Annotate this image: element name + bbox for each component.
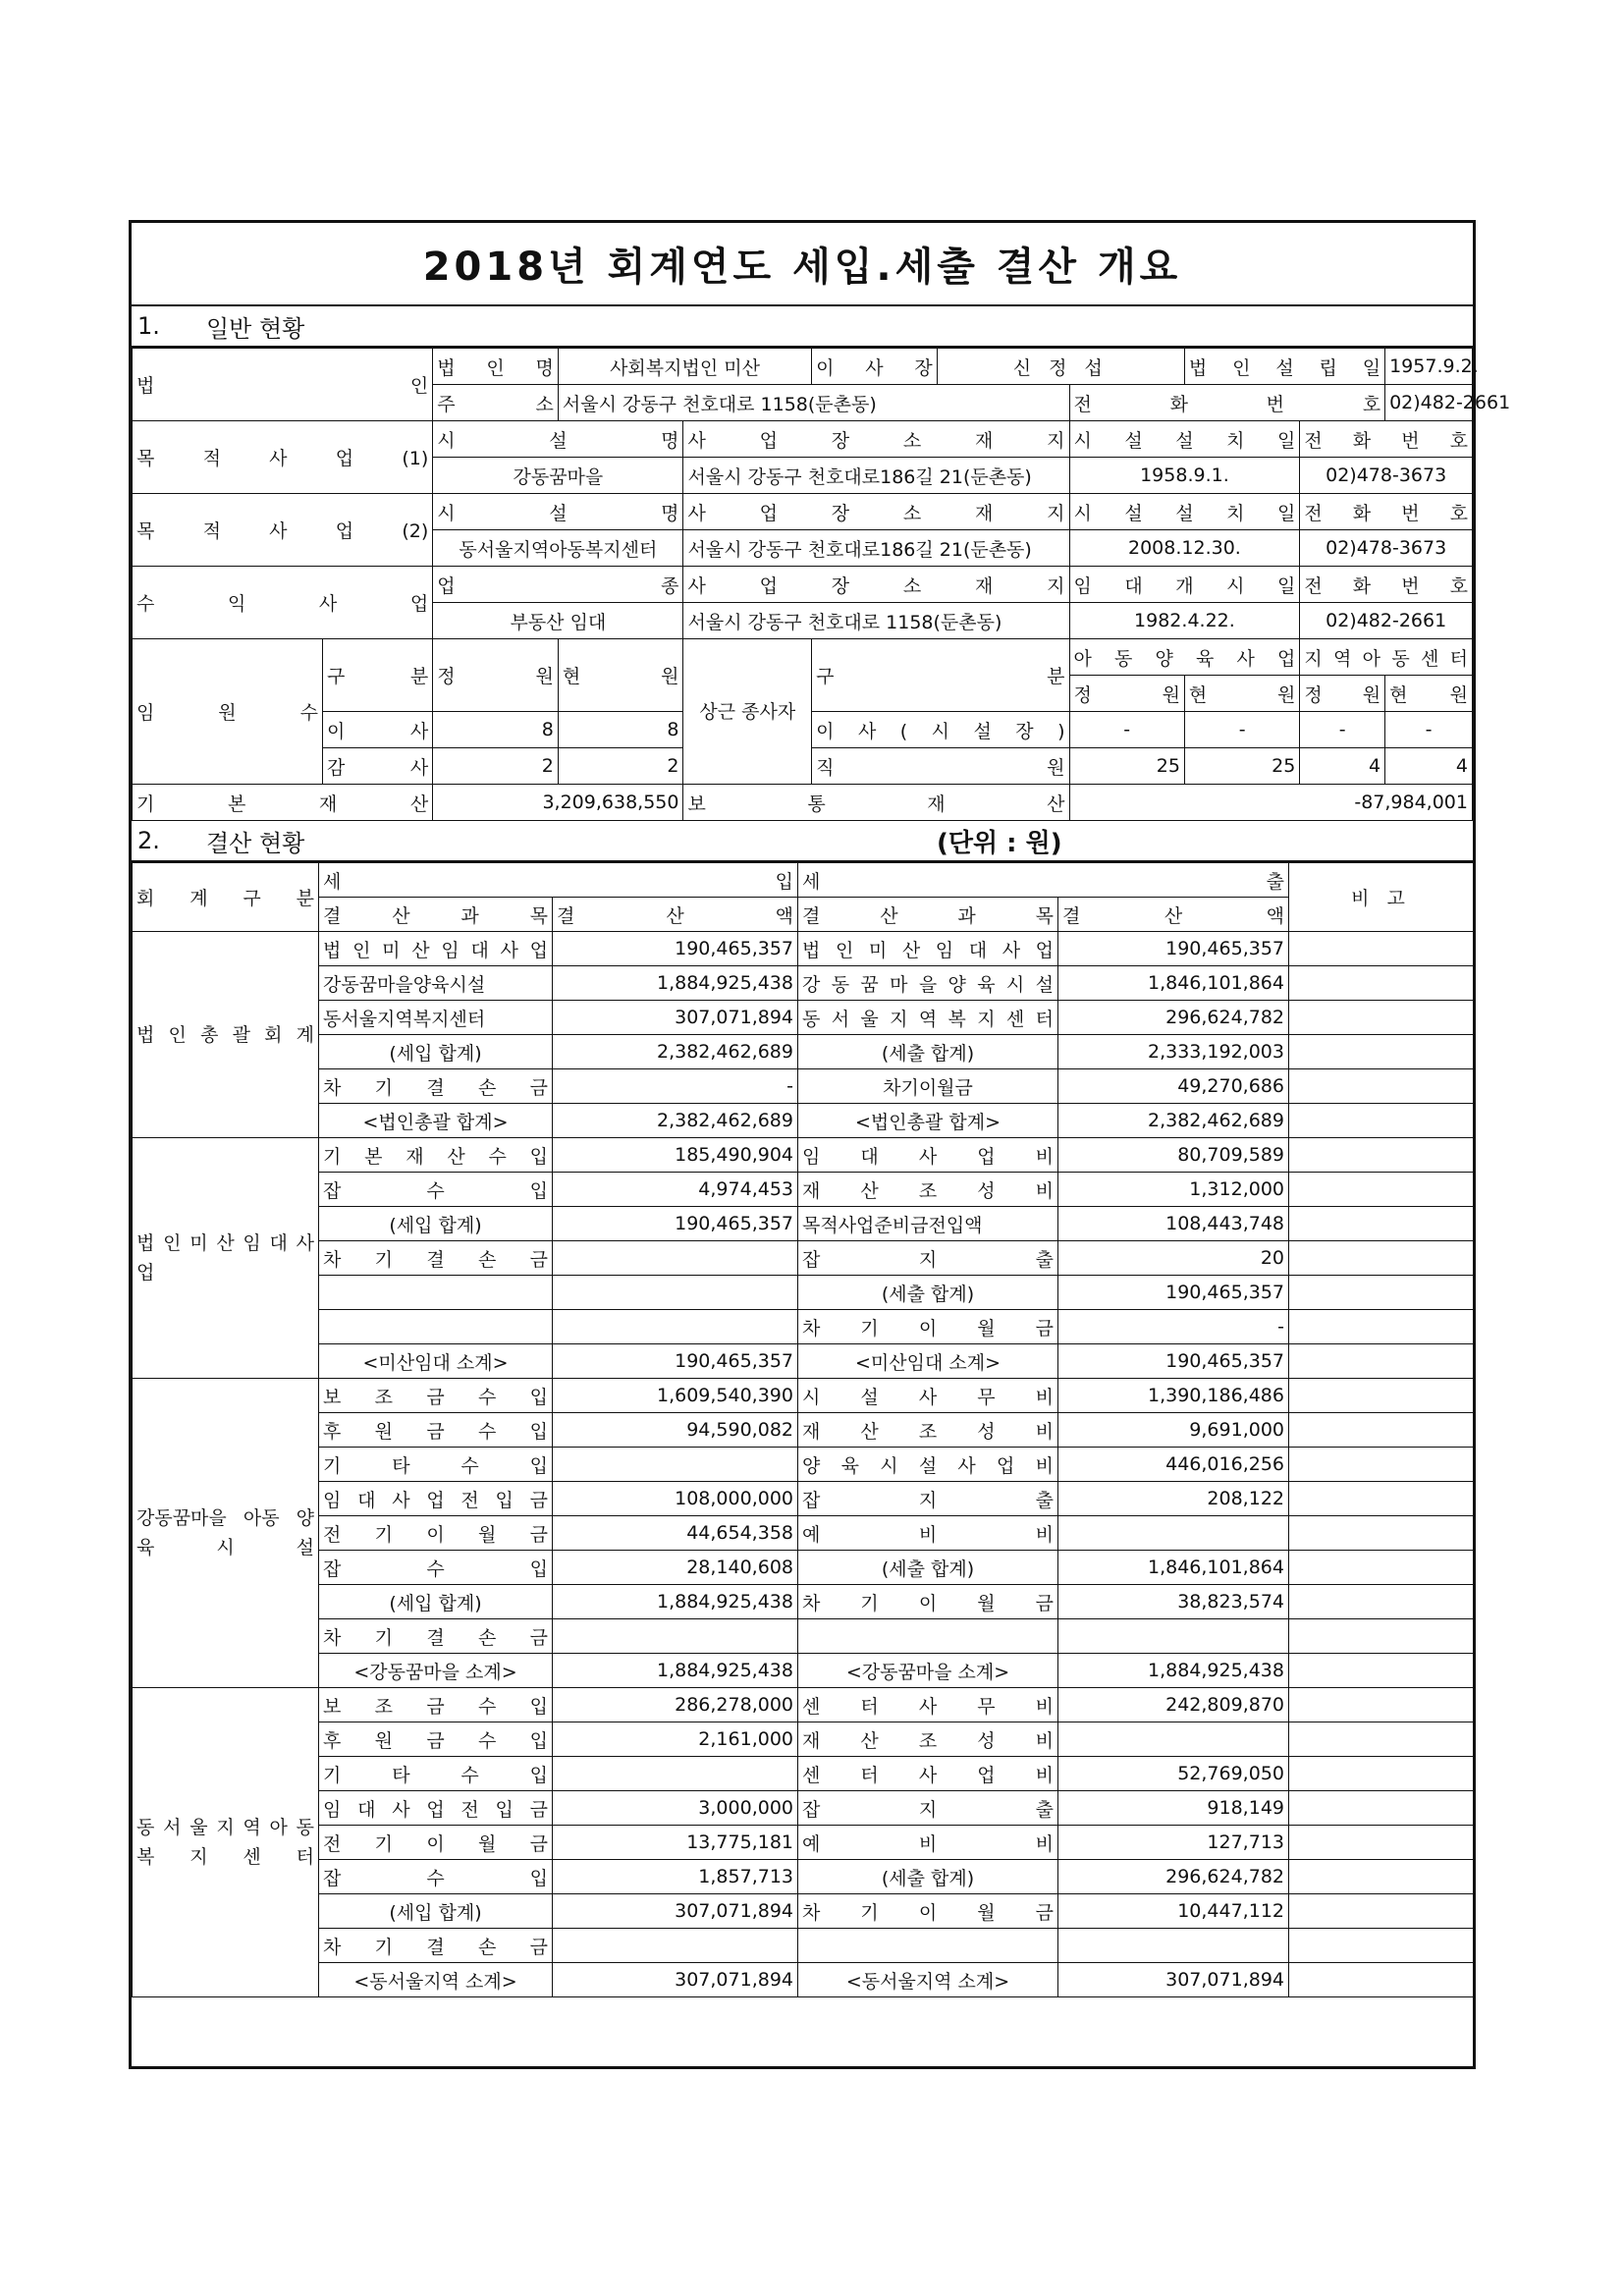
purpose1-label: 목 적 사 업 (1)	[133, 421, 433, 494]
fac1-emp-quota: 25	[1069, 748, 1184, 785]
revenue-amount: 94,590,082	[553, 1413, 798, 1448]
revenue-item: 기 본 재 산 수 입	[319, 1138, 553, 1173]
revenue-amount: 1,609,540,390	[553, 1379, 798, 1413]
fac2-quota-head: 정 원	[1300, 676, 1385, 712]
expenditure-item: 재 산 조 성 비	[798, 1173, 1058, 1207]
purpose2-h4: 전 화 번 호	[1300, 494, 1473, 530]
expenditure-amount: 1,312,000	[1058, 1173, 1289, 1207]
fac2-head: 지 역 아 동 센 터	[1300, 639, 1473, 676]
revenue-item: (세입 합계)	[319, 1894, 553, 1929]
revenue-amount: 2,382,462,689	[553, 1104, 798, 1138]
note-cell	[1289, 1551, 1474, 1585]
note-cell	[1289, 1619, 1474, 1654]
est-label: 법 인 설 립 일	[1184, 349, 1384, 385]
table-row	[133, 966, 1474, 1001]
staff-label: 임 원 수	[133, 639, 323, 785]
revenue-head: 세 입	[319, 863, 798, 898]
revenue-item: 기 타 수 입	[319, 1448, 553, 1482]
table-row	[133, 1894, 1474, 1929]
expenditure-amount: 307,071,894	[1058, 1963, 1289, 1997]
revenue-item: <동서울지역 소계>	[319, 1963, 553, 1997]
table-row	[133, 1551, 1474, 1585]
revenue-amount: 307,071,894	[553, 1001, 798, 1035]
note-cell	[1289, 1344, 1474, 1379]
note-cell	[1289, 1963, 1474, 1997]
note-cell	[1289, 1035, 1474, 1069]
expenditure-amount: 38,823,574	[1058, 1585, 1289, 1619]
note-cell	[1289, 1482, 1474, 1516]
note-cell	[1289, 1207, 1474, 1241]
revenue-amount	[553, 1276, 798, 1310]
expenditure-amount: 10,447,112	[1058, 1894, 1289, 1929]
section-label: 결산 현황	[206, 829, 305, 857]
revenue-amount: -	[553, 1069, 798, 1104]
expenditure-amount: 296,624,782	[1058, 1001, 1289, 1035]
normal-assets-value: -87,984,001	[1069, 785, 1472, 821]
expenditure-amount: 20	[1058, 1241, 1289, 1276]
note-cell	[1289, 1069, 1474, 1104]
table-row	[133, 1826, 1474, 1860]
chair-label: 이 사 장	[812, 349, 938, 385]
note-cell	[1289, 1516, 1474, 1551]
revenue-item: (세입 합계)	[319, 1035, 553, 1069]
table-row	[133, 1276, 1474, 1310]
expenditure-amount: 190,465,357	[1058, 1276, 1289, 1310]
note-cell	[1289, 1757, 1474, 1791]
revenue-item: 차 기 결 손 금	[319, 1069, 553, 1104]
expenditure-item: 법 인 미 산 임 대 사 업	[798, 932, 1058, 966]
expenditure-amount: 49,270,686	[1058, 1069, 1289, 1104]
chair-name: 신 정 섭	[937, 349, 1184, 385]
expenditure-amount: 446,016,256	[1058, 1448, 1289, 1482]
auditor-current: 2	[558, 748, 683, 785]
normal-assets-label: 보 통 재 산	[683, 785, 1069, 821]
rev-amount-head: 결 산 액	[553, 898, 798, 932]
profit-tel: 02)482-2661	[1300, 603, 1473, 639]
fac2-emp-quota: 4	[1300, 748, 1385, 785]
revenue-amount: 1,884,925,438	[553, 1585, 798, 1619]
revenue-amount	[553, 1757, 798, 1791]
table-row	[133, 1963, 1474, 1997]
fac2-head-quota: -	[1300, 712, 1385, 748]
expenditure-item: (세출 합계)	[798, 1551, 1058, 1585]
settlement-document	[129, 220, 1511, 2069]
expenditure-item	[798, 1929, 1058, 1963]
purpose1-date: 1958.9.1.	[1069, 458, 1300, 494]
revenue-item: (세입 합계)	[319, 1585, 553, 1619]
revenue-amount: 1,857,713	[553, 1860, 798, 1894]
document-title: 2018년 회계연도 세입.세출 결산 개요	[132, 223, 1473, 306]
table-row	[133, 1413, 1474, 1448]
revenue-item: 잡 수 입	[319, 1551, 553, 1585]
exp-amount-head: 결 산 액	[1058, 898, 1289, 932]
purpose2-facility: 동서울지역아동복지센터	[433, 530, 683, 567]
purpose1-address: 서울시 강동구 천호대로186길 21(둔촌동)	[683, 458, 1069, 494]
table-row	[133, 1791, 1474, 1826]
purpose2-h3: 시 설 설 치 일	[1069, 494, 1300, 530]
note-cell	[1289, 1688, 1474, 1722]
expenditure-amount: 242,809,870	[1058, 1688, 1289, 1722]
profit-h2: 사 업 장 소 재 지	[683, 567, 1069, 603]
expenditure-head: 세 출	[798, 863, 1289, 898]
section-settlement-heading	[132, 821, 1473, 862]
revenue-amount: 1,884,925,438	[553, 966, 798, 1001]
profit-address: 서울시 강동구 천호대로 1158(둔촌동)	[683, 603, 1069, 639]
expenditure-item: 임 대 사 업 비	[798, 1138, 1058, 1173]
note-cell	[1289, 1104, 1474, 1138]
auditor-quota: 2	[433, 748, 559, 785]
basic-assets-value: 3,209,638,550	[433, 785, 683, 821]
expenditure-amount: 2,333,192,003	[1058, 1035, 1289, 1069]
table-row	[133, 1207, 1474, 1241]
expenditure-item: (세출 합계)	[798, 1035, 1058, 1069]
table-row	[133, 1860, 1474, 1894]
expenditure-item: <법인총괄 합계>	[798, 1104, 1058, 1138]
revenue-item	[319, 1310, 553, 1344]
expenditure-item: 시 설 사 무 비	[798, 1379, 1058, 1413]
revenue-amount: 13,775,181	[553, 1826, 798, 1860]
table-row	[133, 932, 1474, 966]
revenue-amount	[553, 1241, 798, 1276]
expenditure-item: 재 산 조 성 비	[798, 1722, 1058, 1757]
purpose2-tel: 02)478-3673	[1300, 530, 1473, 567]
employee-label: 직 원	[812, 748, 1069, 785]
profit-h1: 업 종	[433, 567, 683, 603]
fac2-head-current: -	[1385, 712, 1473, 748]
profit-h4: 전 화 번 호	[1300, 567, 1473, 603]
note-cell	[1289, 1791, 1474, 1826]
expenditure-amount: 52,769,050	[1058, 1757, 1289, 1791]
fac1-head: 아 동 양 육 사 업	[1069, 639, 1300, 676]
profit-type: 부동산 임대	[433, 603, 683, 639]
purpose1-facility: 강동꿈마을	[433, 458, 683, 494]
table-row	[133, 1379, 1474, 1413]
revenue-amount: 28,140,608	[553, 1551, 798, 1585]
fac1-emp-current: 25	[1184, 748, 1299, 785]
expenditure-item: 센 터 사 무 비	[798, 1688, 1058, 1722]
table-row	[133, 1482, 1474, 1516]
expenditure-item: <강동꿈마을 소계>	[798, 1654, 1058, 1688]
staff-current-head: 현 원	[558, 639, 683, 712]
table-row	[133, 1929, 1474, 1963]
note-cell	[1289, 1448, 1474, 1482]
purpose1-h3: 시 설 설 치 일	[1069, 421, 1300, 458]
expenditure-item: (세출 합계)	[798, 1860, 1058, 1894]
expenditure-item: 잡 지 출	[798, 1482, 1058, 1516]
revenue-item: 전 기 이 월 금	[319, 1826, 553, 1860]
revenue-item: 잡 수 입	[319, 1173, 553, 1207]
revenue-item: 차 기 결 손 금	[319, 1241, 553, 1276]
note-cell	[1289, 1585, 1474, 1619]
expenditure-amount: 127,713	[1058, 1826, 1289, 1860]
revenue-amount: 3,000,000	[553, 1791, 798, 1826]
expenditure-amount: 80,709,589	[1058, 1138, 1289, 1173]
corp-name-label: 법 인 명	[433, 349, 559, 385]
revenue-amount: 4,974,453	[553, 1173, 798, 1207]
account-group-name: 법 인 미 산 임 대 사 업	[133, 1138, 319, 1379]
note-cell	[1289, 966, 1474, 1001]
note-cell	[1289, 1379, 1474, 1413]
table-row	[133, 1516, 1474, 1551]
expenditure-amount: 190,465,357	[1058, 1344, 1289, 1379]
revenue-item: 보 조 금 수 입	[319, 1688, 553, 1722]
expenditure-item: 잡 지 출	[798, 1241, 1058, 1276]
revenue-item: 후 원 금 수 입	[319, 1413, 553, 1448]
note-cell	[1289, 1138, 1474, 1173]
expenditure-item: 잡 지 출	[798, 1791, 1058, 1826]
staff-quota-head: 정 원	[433, 639, 559, 712]
expenditure-item: 센 터 사 업 비	[798, 1757, 1058, 1791]
revenue-item: 동서울지역복지센터	[319, 1001, 553, 1035]
revenue-amount	[553, 1619, 798, 1654]
fac1-head-current: -	[1184, 712, 1299, 748]
fac2-emp-current: 4	[1385, 748, 1473, 785]
expenditure-item: 차기이월금	[798, 1069, 1058, 1104]
expenditure-amount: 190,465,357	[1058, 932, 1289, 966]
revenue-amount: 1,884,925,438	[553, 1654, 798, 1688]
note-cell	[1289, 1413, 1474, 1448]
table-row	[133, 1757, 1474, 1791]
fac2-current-head: 현 원	[1385, 676, 1473, 712]
note-cell	[1289, 1929, 1474, 1963]
purpose2-address: 서울시 강동구 천호대로186길 21(둔촌동)	[683, 530, 1069, 567]
table-row	[133, 1241, 1474, 1276]
revenue-item: 전 기 이 월 금	[319, 1516, 553, 1551]
revenue-item: (세입 합계)	[319, 1207, 553, 1241]
table-row	[133, 1310, 1474, 1344]
purpose1-h1: 시 설 명	[433, 421, 683, 458]
section-general-heading	[132, 306, 1473, 348]
purpose2-h2: 사 업 장 소 재 지	[683, 494, 1069, 530]
revenue-item: 후 원 금 수 입	[319, 1722, 553, 1757]
fac1-current-head: 현 원	[1184, 676, 1299, 712]
est-date: 1957.9.2.	[1385, 349, 1473, 385]
expenditure-item: 양 육 시 설 사 업 비	[798, 1448, 1058, 1482]
revenue-amount: 286,278,000	[553, 1688, 798, 1722]
table-row	[133, 1688, 1474, 1722]
staff-gubun: 구 분	[322, 639, 432, 712]
revenue-amount: 2,382,462,689	[553, 1035, 798, 1069]
revenue-amount: 190,465,357	[553, 932, 798, 966]
revenue-amount: 185,490,904	[553, 1138, 798, 1173]
auditor-label: 감 사	[322, 748, 432, 785]
revenue-item: 임 대 사 업 전 입 금	[319, 1791, 553, 1826]
table-row	[133, 1138, 1474, 1173]
note-cell	[1289, 1722, 1474, 1757]
expenditure-item: 예 비 비	[798, 1516, 1058, 1551]
table-row	[133, 1448, 1474, 1482]
profit-date: 1982.4.22.	[1069, 603, 1300, 639]
table-row	[133, 1619, 1474, 1654]
revenue-item: <법인총괄 합계>	[319, 1104, 553, 1138]
corp-tel-label: 전 화 번 호	[1069, 385, 1385, 421]
revenue-item: 기 타 수 입	[319, 1757, 553, 1791]
revenue-item: 잡 수 입	[319, 1860, 553, 1894]
profit-label: 수 익 사 업	[133, 567, 433, 639]
director-current: 8	[558, 712, 683, 748]
expenditure-item: <동서울지역 소계>	[798, 1963, 1058, 1997]
corp-addr-label: 주 소	[433, 385, 559, 421]
table-row	[133, 1173, 1474, 1207]
expenditure-amount: 296,624,782	[1058, 1860, 1289, 1894]
note-cell	[1289, 1654, 1474, 1688]
revenue-item: 강동꿈마을양육시설	[319, 966, 553, 1001]
table-row	[133, 1722, 1474, 1757]
purpose2-date: 2008.12.30.	[1069, 530, 1300, 567]
expenditure-item: <미산임대 소계>	[798, 1344, 1058, 1379]
purpose1-tel: 02)478-3673	[1300, 458, 1473, 494]
account-group-name: 법 인 총 괄 회 계	[133, 932, 319, 1138]
expenditure-item: 강 동 꿈 마 을 양 육 시 설	[798, 966, 1058, 1001]
purpose2-h1: 시 설 명	[433, 494, 683, 530]
note-cell	[1289, 1894, 1474, 1929]
director-label: 이 사	[322, 712, 432, 748]
expenditure-item: 차 기 이 월 금	[798, 1585, 1058, 1619]
revenue-item: 임 대 사 업 전 입 금	[319, 1482, 553, 1516]
section-number: 2.	[137, 827, 160, 854]
expenditure-amount	[1058, 1722, 1289, 1757]
unit-label: (단위 : 원)	[937, 828, 1062, 858]
corp-addr: 서울시 강동구 천호대로 1158(둔촌동)	[558, 385, 1069, 421]
expenditure-amount: 1,846,101,864	[1058, 966, 1289, 1001]
expenditure-amount: 1,846,101,864	[1058, 1551, 1289, 1585]
exp-item-head: 결 산 과 목	[798, 898, 1058, 932]
expenditure-amount	[1058, 1929, 1289, 1963]
expenditure-amount: 9,691,000	[1058, 1413, 1289, 1448]
table-row	[133, 1585, 1474, 1619]
revenue-amount: 307,071,894	[553, 1894, 798, 1929]
expenditure-amount: 208,122	[1058, 1482, 1289, 1516]
table-row	[133, 1069, 1474, 1104]
director-quota: 8	[433, 712, 559, 748]
expenditure-amount: -	[1058, 1310, 1289, 1344]
account-group-name: 강동꿈마을 아동 양 육 시 설	[133, 1379, 319, 1688]
expenditure-item: 예 비 비	[798, 1826, 1058, 1860]
table-row	[133, 1035, 1474, 1069]
corp-name: 사회복지법인 미산	[558, 349, 811, 385]
note-cell	[1289, 1826, 1474, 1860]
expenditure-amount: 1,884,925,438	[1058, 1654, 1289, 1688]
corp-tel: 02)482-2661	[1385, 385, 1473, 421]
head-of-facility-label: 이 사 ( 시 설 장 )	[812, 712, 1069, 748]
expenditure-item: 재 산 조 성 비	[798, 1413, 1058, 1448]
regular-gubun: 구 분	[812, 639, 1069, 712]
revenue-item: 차 기 결 손 금	[319, 1929, 553, 1963]
expenditure-amount: 918,149	[1058, 1791, 1289, 1826]
expenditure-item	[798, 1619, 1058, 1654]
rev-item-head: 결 산 과 목	[319, 898, 553, 932]
basic-assets-label: 기 본 재 산	[133, 785, 433, 821]
expenditure-item: 목적사업준비금전입액	[798, 1207, 1058, 1241]
note-cell	[1289, 1276, 1474, 1310]
purpose1-h2: 사 업 장 소 재 지	[683, 421, 1069, 458]
revenue-amount: 190,465,357	[553, 1207, 798, 1241]
revenue-amount	[553, 1929, 798, 1963]
settlement-table	[132, 862, 1474, 1997]
account-type-head: 회 계 구 분	[133, 863, 319, 932]
revenue-item: <강동꿈마을 소계>	[319, 1654, 553, 1688]
corp-label: 법 인	[133, 349, 433, 421]
revenue-amount: 2,161,000	[553, 1722, 798, 1757]
note-cell	[1289, 1173, 1474, 1207]
revenue-item: 차 기 결 손 금	[319, 1619, 553, 1654]
purpose2-label: 목 적 사 업 (2)	[133, 494, 433, 567]
expenditure-amount: 2,382,462,689	[1058, 1104, 1289, 1138]
section-label: 일반 현황	[206, 314, 305, 343]
revenue-amount: 44,654,358	[553, 1516, 798, 1551]
fac1-quota-head: 정 원	[1069, 676, 1184, 712]
revenue-amount: 190,465,357	[553, 1344, 798, 1379]
account-group-name: 동 서 울 지 역 아 동 복 지 센 터	[133, 1688, 319, 1997]
section-number: 1.	[137, 312, 160, 340]
fac1-head-quota: -	[1069, 712, 1184, 748]
note-cell	[1289, 1310, 1474, 1344]
note-cell	[1289, 1860, 1474, 1894]
revenue-amount: 307,071,894	[553, 1963, 798, 1997]
note-cell	[1289, 932, 1474, 966]
table-row	[133, 1344, 1474, 1379]
revenue-item: <미산임대 소계>	[319, 1344, 553, 1379]
note-cell	[1289, 1001, 1474, 1035]
revenue-item: 법 인 미 산 임 대 사 업	[319, 932, 553, 966]
note-head: 비 고	[1289, 863, 1474, 932]
table-row	[133, 1001, 1474, 1035]
note-cell	[1289, 1241, 1474, 1276]
expenditure-item: 동 서 울 지 역 복 지 센 터	[798, 1001, 1058, 1035]
expenditure-amount	[1058, 1516, 1289, 1551]
revenue-amount	[553, 1448, 798, 1482]
table-row	[133, 1654, 1474, 1688]
revenue-item	[319, 1276, 553, 1310]
expenditure-item: (세출 합계)	[798, 1276, 1058, 1310]
revenue-amount: 108,000,000	[553, 1482, 798, 1516]
revenue-amount	[553, 1310, 798, 1344]
expenditure-amount: 108,443,748	[1058, 1207, 1289, 1241]
general-status-table	[132, 348, 1511, 821]
revenue-item: 보 조 금 수 입	[319, 1379, 553, 1413]
regular-staff-label: 상근 종사자	[683, 639, 812, 785]
expenditure-amount: 1,390,186,486	[1058, 1379, 1289, 1413]
table-row	[133, 1104, 1474, 1138]
expenditure-amount	[1058, 1619, 1289, 1654]
expenditure-item: 차 기 이 월 금	[798, 1894, 1058, 1929]
profit-h3: 임 대 개 시 일	[1069, 567, 1300, 603]
expenditure-item: 차 기 이 월 금	[798, 1310, 1058, 1344]
purpose1-h4: 전 화 번 호	[1300, 421, 1473, 458]
